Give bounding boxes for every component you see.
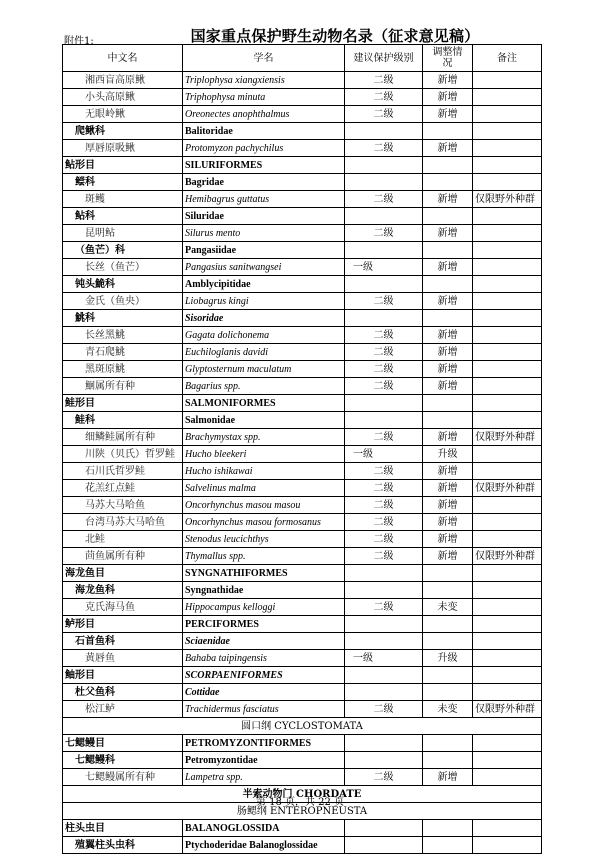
adjustment-status: 新增 [423, 463, 473, 480]
family-scientific-name: Petromyzontidae [183, 752, 345, 769]
protection-level [345, 174, 423, 191]
family-scientific-name: Bagridae [183, 174, 345, 191]
adjustment-status [423, 565, 473, 582]
protection-level: 二级 [345, 378, 423, 395]
family-chinese-name: 鲿科 [63, 174, 183, 191]
protection-level [345, 310, 423, 327]
species-scientific-name: Hucho bleekeri [183, 446, 345, 463]
order-chinese-name: 柱头虫目 [63, 820, 183, 837]
adjustment-status [423, 276, 473, 293]
species-scientific-name: Glyptosternum maculatum [183, 361, 345, 378]
family-scientific-name: Sciaenidae [183, 633, 345, 650]
adjustment-status: 新增 [423, 89, 473, 106]
order-chinese-name: 鲈形目 [63, 616, 183, 633]
remarks [473, 157, 542, 174]
remarks [473, 72, 542, 89]
remarks [473, 378, 542, 395]
species-row [63, 463, 542, 480]
remarks [473, 327, 542, 344]
family-row [63, 276, 542, 293]
protection-level: 二级 [345, 191, 423, 208]
adjustment-status [423, 633, 473, 650]
order-row [63, 820, 542, 837]
adjustment-status [423, 667, 473, 684]
species-scientific-name: Stenodus leucichthys [183, 531, 345, 548]
protection-level: 二级 [345, 72, 423, 89]
species-chinese-name: 茴鱼属所有种 [63, 548, 183, 565]
species-chinese-name: 黄唇鱼 [63, 650, 183, 667]
adjustment-status [423, 310, 473, 327]
adjustment-status: 新增 [423, 531, 473, 548]
adjustment-status: 升级 [423, 650, 473, 667]
adjustment-status [423, 616, 473, 633]
adjustment-status: 新增 [423, 769, 473, 786]
species-chinese-name: 北鲑 [63, 531, 183, 548]
species-scientific-name: Salvelinus malma [183, 480, 345, 497]
remarks [473, 582, 542, 599]
adjustment-status: 新增 [423, 429, 473, 446]
adjustment-status: 新增 [423, 548, 473, 565]
remarks [473, 310, 542, 327]
species-row [63, 480, 542, 497]
species-scientific-name: Hucho ishikawai [183, 463, 345, 480]
remarks [473, 684, 542, 701]
family-chinese-name: 鮡科 [63, 310, 183, 327]
protection-level: 二级 [345, 514, 423, 531]
remarks [473, 412, 542, 429]
adjustment-status [423, 208, 473, 225]
adjustment-status: 新增 [423, 480, 473, 497]
species-chinese-name: 斑鳠 [63, 191, 183, 208]
adjustment-status: 新增 [423, 225, 473, 242]
remarks [473, 752, 542, 769]
order-row [63, 667, 542, 684]
adjustment-status [423, 837, 473, 854]
species-chinese-name: 小头高原鳅 [63, 89, 183, 106]
species-row [63, 72, 542, 89]
remarks: 仅限野外种群 [473, 480, 542, 497]
adjustment-status: 新增 [423, 106, 473, 123]
adjustment-status: 新增 [423, 378, 473, 395]
family-row [63, 684, 542, 701]
family-scientific-name: Ptychoderidae Balanoglossidae [183, 837, 345, 854]
remarks [473, 106, 542, 123]
adjustment-status [423, 735, 473, 752]
species-row [63, 497, 542, 514]
family-scientific-name: Sisoridae [183, 310, 345, 327]
species-chinese-name: 昆明鲇 [63, 225, 183, 242]
protection-level: 二级 [345, 140, 423, 157]
protection-level: 二级 [345, 701, 423, 718]
protection-level [345, 395, 423, 412]
protection-level: 二级 [345, 497, 423, 514]
order-chinese-name: 鲇形目 [63, 157, 183, 174]
species-row [63, 344, 542, 361]
adjustment-status: 未变 [423, 701, 473, 718]
class-heading: 圆口纲 CYCLOSTOMATA [63, 718, 542, 735]
adjustment-status: 新增 [423, 361, 473, 378]
remarks [473, 208, 542, 225]
protection-level [345, 582, 423, 599]
family-chinese-name: 杜父鱼科 [63, 684, 183, 701]
species-chinese-name: 青石爬鮡 [63, 344, 183, 361]
remarks [473, 276, 542, 293]
remarks [473, 463, 542, 480]
family-row [63, 174, 542, 191]
species-row [63, 514, 542, 531]
species-chinese-name: 台湾马苏大马哈鱼 [63, 514, 183, 531]
species-chinese-name: 湘西盲高原鳅 [63, 72, 183, 89]
adjustment-status: 新增 [423, 72, 473, 89]
species-scientific-name: Triplophysa xiangxiensis [183, 72, 345, 89]
protection-level [345, 157, 423, 174]
remarks [473, 174, 542, 191]
species-row [63, 140, 542, 157]
protection-level: 二级 [345, 106, 423, 123]
adjustment-status [423, 395, 473, 412]
family-chinese-name: 石首鱼科 [63, 633, 183, 650]
family-chinese-name: （鱼芒）科 [63, 242, 183, 259]
species-scientific-name: Gagata dolichonema [183, 327, 345, 344]
protection-level: 二级 [345, 327, 423, 344]
species-row [63, 89, 542, 106]
species-row [63, 259, 542, 276]
family-row [63, 633, 542, 650]
remarks [473, 293, 542, 310]
remarks [473, 344, 542, 361]
adjustment-status: 新增 [423, 497, 473, 514]
species-chinese-name: 鮰属所有种 [63, 378, 183, 395]
remarks [473, 395, 542, 412]
species-scientific-name: Protomyzon pachychilus [183, 140, 345, 157]
order-chinese-name: 海龙鱼目 [63, 565, 183, 582]
species-row [63, 327, 542, 344]
species-chinese-name: 川陕（贝氏）哲罗鲑 [63, 446, 183, 463]
species-row [63, 446, 542, 463]
remarks [473, 531, 542, 548]
species-scientific-name: Silurus mento [183, 225, 345, 242]
order-scientific-name: SCORPAENIFORMES [183, 667, 345, 684]
species-chinese-name: 松江鲈 [63, 701, 183, 718]
species-chinese-name: 细鳞鲑属所有种 [63, 429, 183, 446]
species-row [63, 599, 542, 616]
adjustment-status: 新增 [423, 344, 473, 361]
order-scientific-name: PETROMYZONTIFORMES [183, 735, 345, 752]
adjustment-status: 新增 [423, 514, 473, 531]
order-scientific-name: PERCIFORMES [183, 616, 345, 633]
species-row [63, 378, 542, 395]
remarks [473, 633, 542, 650]
family-row [63, 582, 542, 599]
adjustment-status [423, 582, 473, 599]
species-scientific-name: Triphophysa minuta [183, 89, 345, 106]
adjustment-status: 新增 [423, 293, 473, 310]
protection-level: 二级 [345, 463, 423, 480]
family-scientific-name: Cottidae [183, 684, 345, 701]
family-scientific-name: Balitoridae [183, 123, 345, 140]
species-scientific-name: Bagarius spp. [183, 378, 345, 395]
adjustment-status: 新增 [423, 140, 473, 157]
remarks [473, 361, 542, 378]
species-row [63, 650, 542, 667]
header-scientific-name: 学名 [183, 45, 345, 72]
species-chinese-name: 金氏（鱼央） [63, 293, 183, 310]
species-scientific-name: Hemibagrus guttatus [183, 191, 345, 208]
order-row [63, 565, 542, 582]
protection-level: 二级 [345, 429, 423, 446]
protection-level [345, 633, 423, 650]
family-row [63, 837, 542, 854]
header-protection-level: 建议保护级别 [345, 45, 423, 72]
order-scientific-name: BALANOGLOSSIDA [183, 820, 345, 837]
order-chinese-name: 七鳃鳗目 [63, 735, 183, 752]
remarks: 仅限野外种群 [473, 701, 542, 718]
species-chinese-name: 七鳃鳗属所有种 [63, 769, 183, 786]
protection-level [345, 752, 423, 769]
protection-level: 二级 [345, 769, 423, 786]
remarks [473, 225, 542, 242]
species-scientific-name: Euchiloglanis davidi [183, 344, 345, 361]
adjustment-status: 未变 [423, 599, 473, 616]
order-scientific-name: SILURIFORMES [183, 157, 345, 174]
species-scientific-name: Oncorhynchus masou formosanus [183, 514, 345, 531]
protection-level [345, 208, 423, 225]
species-chinese-name: 无眼岭鳅 [63, 106, 183, 123]
adjustment-status [423, 820, 473, 837]
species-scientific-name: Thymallus spp. [183, 548, 345, 565]
protection-level: 一级 [345, 650, 423, 667]
remarks [473, 140, 542, 157]
phylum-heading: 半索动物门 CHORDATE [63, 786, 542, 803]
species-table [62, 44, 542, 854]
family-chinese-name: 殖翼柱头虫科 [63, 837, 183, 854]
adjustment-status: 新增 [423, 191, 473, 208]
order-row [63, 616, 542, 633]
protection-level: 二级 [345, 89, 423, 106]
species-scientific-name: Oncorhynchus masou masou [183, 497, 345, 514]
remarks [473, 446, 542, 463]
remarks [473, 514, 542, 531]
protection-level: 二级 [345, 599, 423, 616]
species-row [63, 548, 542, 565]
order-row [63, 395, 542, 412]
class-heading: 肠鳃纲 ENTEROPNEUSTA [63, 803, 542, 820]
adjustment-status [423, 157, 473, 174]
protection-level: 一级 [345, 446, 423, 463]
header-remarks: 备注 [473, 45, 542, 72]
remarks [473, 820, 542, 837]
remarks [473, 599, 542, 616]
remarks [473, 123, 542, 140]
protection-level [345, 412, 423, 429]
protection-level [345, 242, 423, 259]
remarks [473, 616, 542, 633]
protection-level [345, 735, 423, 752]
family-chinese-name: 七鳃鳗科 [63, 752, 183, 769]
order-chinese-name: 鲉形目 [63, 667, 183, 684]
family-scientific-name: Siluridae [183, 208, 345, 225]
remarks [473, 89, 542, 106]
adjustment-status [423, 752, 473, 769]
species-row [63, 701, 542, 718]
species-chinese-name: 马苏大马哈鱼 [63, 497, 183, 514]
species-row [63, 531, 542, 548]
family-row [63, 752, 542, 769]
remarks [473, 497, 542, 514]
order-scientific-name: SALMONIFORMES [183, 395, 345, 412]
family-chinese-name: 爬鳅科 [63, 123, 183, 140]
adjustment-status [423, 242, 473, 259]
species-chinese-name: 黑斑原鮡 [63, 361, 183, 378]
family-scientific-name: Amblycipitidae [183, 276, 345, 293]
header-adjustment: 调整情况 [423, 45, 473, 72]
page-number: 第 18 页，共 22 页 [255, 797, 345, 808]
species-chinese-name: 长丝（鱼芒） [63, 259, 183, 276]
species-scientific-name: Pangasius sanitwangsei [183, 259, 345, 276]
species-scientific-name: Brachymystax spp. [183, 429, 345, 446]
adjustment-status: 升级 [423, 446, 473, 463]
attachment-label: 附件1: [64, 36, 94, 47]
species-row [63, 361, 542, 378]
remarks: 仅限野外种群 [473, 191, 542, 208]
protection-level: 二级 [345, 293, 423, 310]
species-row [63, 225, 542, 242]
family-chinese-name: 鲇科 [63, 208, 183, 225]
family-scientific-name: Salmonidae [183, 412, 345, 429]
protection-level [345, 684, 423, 701]
document-title: 国家重点保护野生动物名录（征求意见稿） [190, 27, 480, 45]
protection-level [345, 667, 423, 684]
adjustment-status [423, 684, 473, 701]
remarks [473, 769, 542, 786]
protection-level: 二级 [345, 225, 423, 242]
family-row [63, 208, 542, 225]
table-header-row [63, 45, 542, 72]
species-row [63, 191, 542, 208]
class-row [63, 718, 542, 735]
protection-level [345, 123, 423, 140]
protection-level: 二级 [345, 361, 423, 378]
adjustment-status [423, 174, 473, 191]
species-scientific-name: Hippocampus kelloggi [183, 599, 345, 616]
family-scientific-name: Pangasiidae [183, 242, 345, 259]
species-row [63, 106, 542, 123]
species-scientific-name: Trachidermus fasciatus [183, 701, 345, 718]
species-row [63, 429, 542, 446]
species-row [63, 769, 542, 786]
family-chinese-name: 海龙鱼科 [63, 582, 183, 599]
protection-level: 二级 [345, 480, 423, 497]
species-scientific-name: Bahaba taipingensis [183, 650, 345, 667]
species-chinese-name: 花羔红点鲑 [63, 480, 183, 497]
family-row [63, 310, 542, 327]
adjustment-status [423, 412, 473, 429]
adjustment-status: 新增 [423, 259, 473, 276]
protection-level: 二级 [345, 548, 423, 565]
species-chinese-name: 石川氏哲罗鲑 [63, 463, 183, 480]
protection-level [345, 820, 423, 837]
order-chinese-name: 鲑形目 [63, 395, 183, 412]
remarks [473, 259, 542, 276]
family-chinese-name: 鲑科 [63, 412, 183, 429]
header-chinese-name: 中文名 [63, 45, 183, 72]
adjustment-status: 新增 [423, 327, 473, 344]
family-row [63, 242, 542, 259]
species-row [63, 293, 542, 310]
species-scientific-name: Liobagrus kingi [183, 293, 345, 310]
order-scientific-name: SYNGNATHIFORMES [183, 565, 345, 582]
species-chinese-name: 克氏海马鱼 [63, 599, 183, 616]
protection-level [345, 276, 423, 293]
protection-level [345, 565, 423, 582]
species-scientific-name: Oreonectes anophthalmus [183, 106, 345, 123]
order-row [63, 735, 542, 752]
species-chinese-name: 长丝黑鮡 [63, 327, 183, 344]
protection-level: 一级 [345, 259, 423, 276]
species-chinese-name: 厚唇原吸鳅 [63, 140, 183, 157]
remarks: 仅限野外种群 [473, 548, 542, 565]
protection-level [345, 616, 423, 633]
family-chinese-name: 钝头鮠科 [63, 276, 183, 293]
remarks [473, 242, 542, 259]
protection-level: 二级 [345, 531, 423, 548]
remarks [473, 837, 542, 854]
family-row [63, 412, 542, 429]
species-scientific-name: Lampetra spp. [183, 769, 345, 786]
family-row [63, 123, 542, 140]
family-scientific-name: Syngnathidae [183, 582, 345, 599]
protection-level [345, 837, 423, 854]
remarks [473, 667, 542, 684]
adjustment-status [423, 123, 473, 140]
order-row [63, 157, 542, 174]
remarks [473, 650, 542, 667]
remarks: 仅限野外种群 [473, 429, 542, 446]
remarks [473, 735, 542, 752]
remarks [473, 565, 542, 582]
protection-level: 二级 [345, 344, 423, 361]
